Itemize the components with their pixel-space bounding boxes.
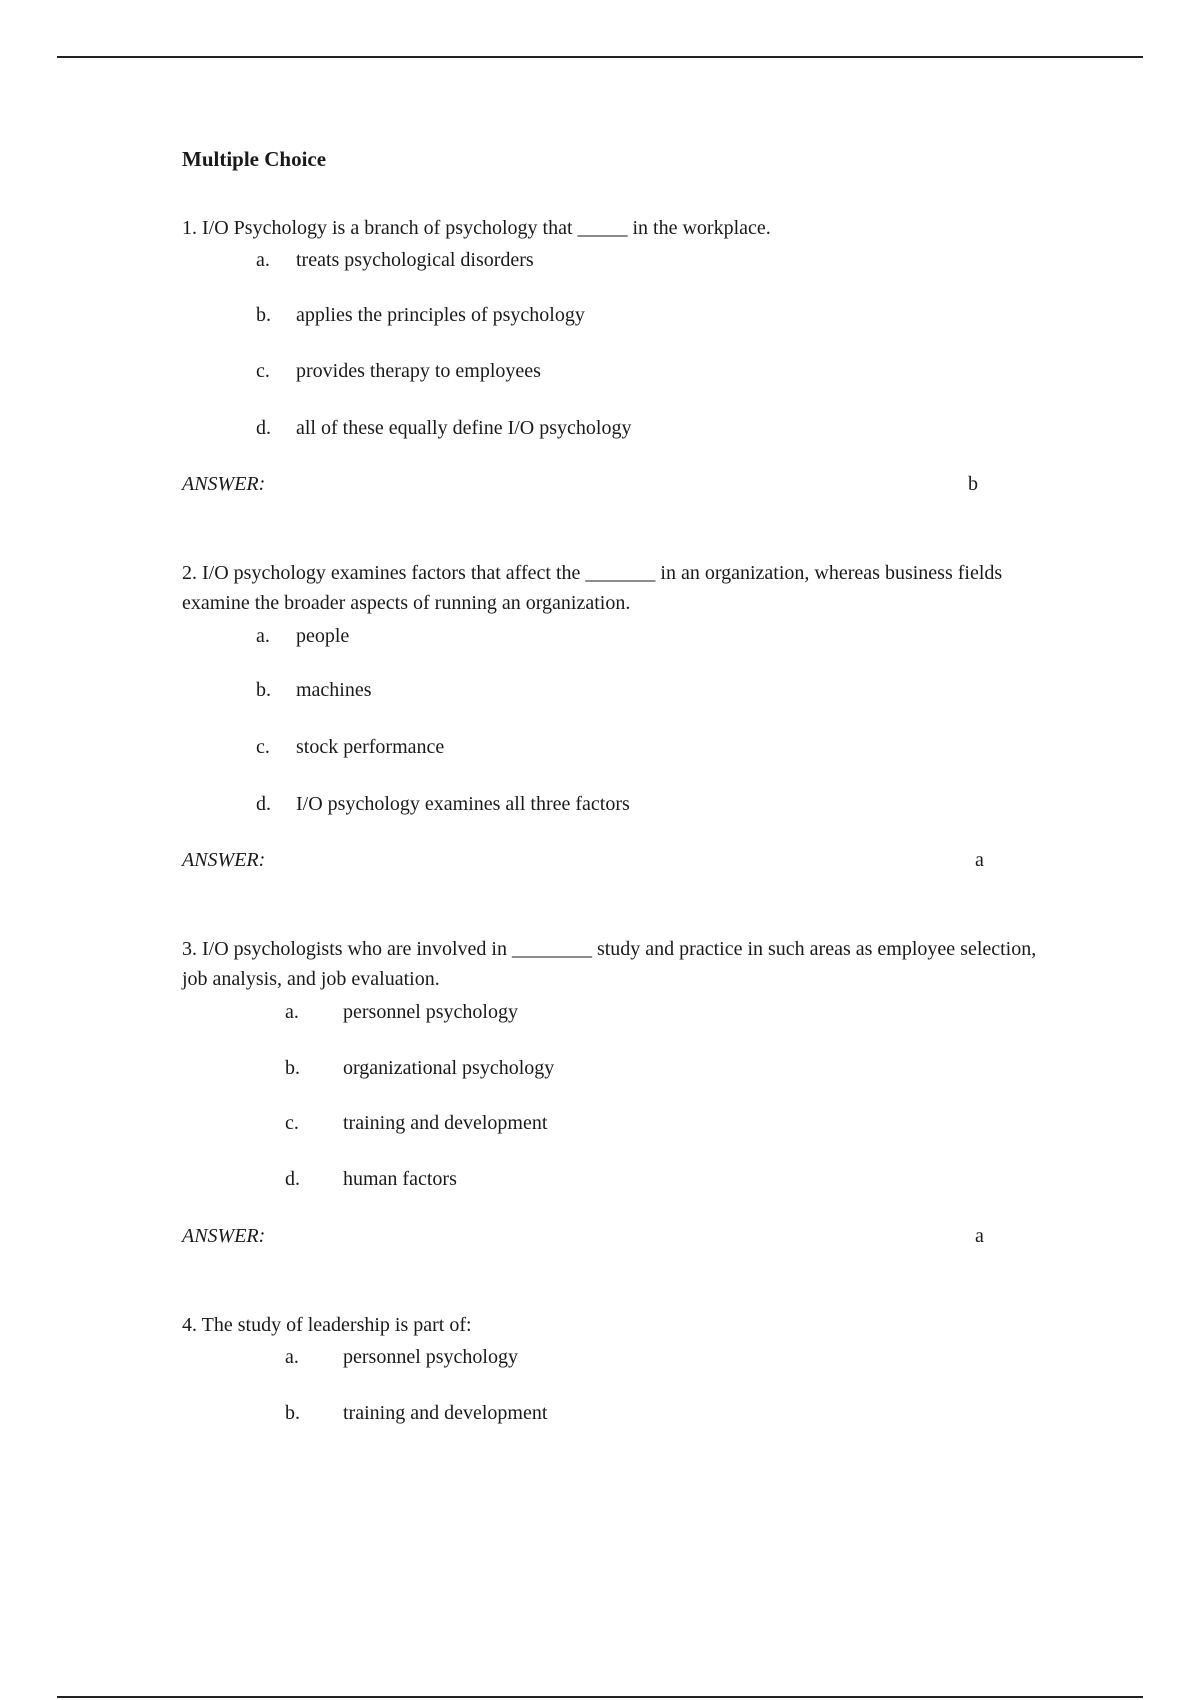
option-text: all of these equally define I/O psychology xyxy=(296,417,632,439)
option-text: training and development xyxy=(343,1112,548,1134)
option-letter: d. xyxy=(285,1168,300,1190)
option-text: applies the principles of psychology xyxy=(296,304,585,326)
option-text: organizational psychology xyxy=(343,1057,555,1079)
option-letter: b. xyxy=(285,1057,300,1079)
answer-label: ANSWER: xyxy=(182,1225,266,1247)
option-letter: a. xyxy=(256,625,270,647)
answer-value: a xyxy=(975,1225,984,1247)
question-stem: 2. I/O psychology examines factors that affect the _______ in an organization, whereas business fields examine the broader aspects of running an organization. xyxy=(182,562,1003,614)
option-letter: b. xyxy=(285,1402,300,1424)
answer-label: ANSWER: xyxy=(182,473,266,495)
option-letter: a. xyxy=(285,1346,299,1368)
option-letter: d. xyxy=(256,793,271,815)
option-text: machines xyxy=(296,679,372,701)
answer-label: ANSWER: xyxy=(182,849,266,871)
option-text: people xyxy=(296,625,350,647)
option-text: I/O psychology examines all three factors xyxy=(296,793,630,815)
option-text: personnel psychology xyxy=(343,1346,518,1368)
option-text: personnel psychology xyxy=(343,1001,518,1023)
option-text: human factors xyxy=(343,1168,457,1190)
question-stem: 3. I/O psychologists who are involved in ________ study and practice in such areas as employee selection, job analysis, and job evaluation. xyxy=(182,938,1037,990)
option-letter: b. xyxy=(256,304,271,326)
option-text: provides therapy to employees xyxy=(296,360,541,382)
question-stem: 4. The study of leadership is part of: xyxy=(182,1314,472,1336)
option-text: training and development xyxy=(343,1402,548,1424)
section-title: Multiple Choice xyxy=(182,147,327,171)
question-stem: 1. I/O Psychology is a branch of psychology that _____ in the workplace. xyxy=(182,217,771,239)
option-letter: d. xyxy=(256,417,271,439)
option-letter: c. xyxy=(285,1112,299,1134)
bottom-rule xyxy=(57,1696,1143,1698)
answer-value: a xyxy=(975,849,984,871)
option-letter: a. xyxy=(256,249,270,271)
option-text: treats psychological disorders xyxy=(296,249,534,271)
top-rule xyxy=(57,56,1143,58)
answer-value: b xyxy=(968,473,978,495)
option-letter: c. xyxy=(256,736,270,758)
option-letter: c. xyxy=(256,360,270,382)
option-letter: a. xyxy=(285,1001,299,1023)
option-letter: b. xyxy=(256,679,271,701)
option-text: stock performance xyxy=(296,736,445,758)
